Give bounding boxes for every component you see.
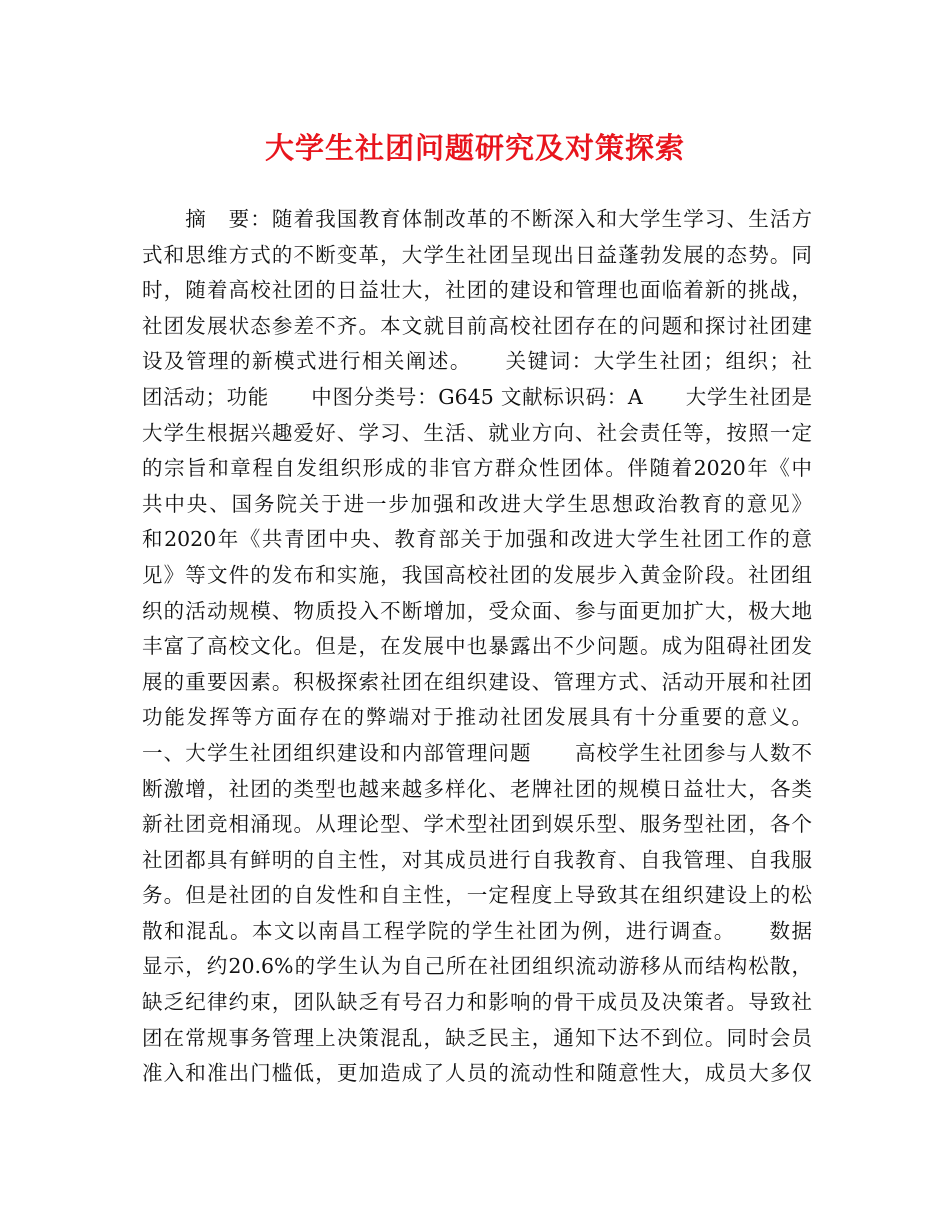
document-title: 大学生社团问题研究及对策探索 — [264, 131, 685, 165]
body-line: 散和混乱。本文以南昌工程学院的学生社团为例，进行调查。 数据 — [142, 918, 812, 943]
body-line: 时，随着高校社团的日益壮大，社团的建设和管理也面临着新的挑战， — [142, 278, 812, 303]
body-line: 功能发挥等方面存在的弊端对于推动社团发展具有十分重要的意义。 — [142, 705, 812, 730]
body-line: 缺乏纪律约束，团队缺乏有号召力和影响的骨干成员及决策者。导致社 — [142, 990, 812, 1015]
body-line: 一、大学生社团组织建设和内部管理问题 高校学生社团参与人数不 — [142, 740, 812, 765]
body-line: 丰富了高校文化。但是，在发展中也暴露出不少问题。成为阻碍社团发 — [142, 634, 812, 659]
body-line: 设及管理的新模式进行相关阐述。 关键词：大学生社团；组织；社 — [142, 349, 812, 374]
body-line: 社团发展状态参差不齐。本文就目前高校社团存在的问题和探讨社团建 — [142, 313, 812, 338]
body-line: 展的重要因素。积极探索社团在组织建设、管理方式、活动开展和社团 — [142, 669, 812, 694]
document-body — [142, 202, 812, 1092]
body-line: 和2020年《共青团中央、教育部关于加强和改进大学生社团工作的意 — [142, 527, 812, 552]
body-line: 式和思维方式的不断变革，大学生社团呈现出日益蓬勃发展的态势。同 — [142, 242, 812, 267]
body-line: 社团都具有鲜明的自主性，对其成员进行自我教育、自我管理、自我服 — [142, 847, 812, 872]
body-line: 大学生根据兴趣爱好、学习、生活、就业方向、社会责任等，按照一定 — [142, 420, 812, 445]
body-line: 显示，约20.6%的学生认为自己所在社团组织流动游移从而结构松散， — [142, 954, 812, 979]
body-line: 的宗旨和章程自发组织形成的非官方群众性团体。伴随着2020年《中 — [142, 456, 812, 481]
body-line: 团活动；功能 中图分类号：G645 文献标识码：A 大学生社团是 — [142, 384, 812, 409]
body-line: 准入和准出门槛低，更加造成了人员的流动性和随意性大，成员大多仅 — [142, 1061, 812, 1086]
body-line: 新社团竞相涌现。从理论型、学术型社团到娱乐型、服务型社团，各个 — [142, 812, 812, 837]
body-line: 团在常规事务管理上决策混乱，缺乏民主，通知下达不到位。同时会员 — [142, 1025, 812, 1050]
body-line: 织的活动规模、物质投入不断增加，受众面、参与面更加扩大，极大地 — [142, 598, 812, 623]
body-line: 见》等文件的发布和实施，我国高校社团的发展步入黄金阶段。社团组 — [142, 562, 812, 587]
body-line: 务。但是社团的自发性和自主性，一定程度上导致其在组织建设上的松 — [142, 883, 812, 908]
body-line: 摘 要：随着我国教育体制改革的不断深入和大学生学习、生活方 — [142, 207, 812, 231]
body-line: 断激增，社团的类型也越来越多样化、老牌社团的规模日益壮大，各类 — [142, 776, 812, 801]
body-line: 共中央、国务院关于进一步加强和改进大学生思想政治教育的意见》 — [142, 491, 812, 516]
